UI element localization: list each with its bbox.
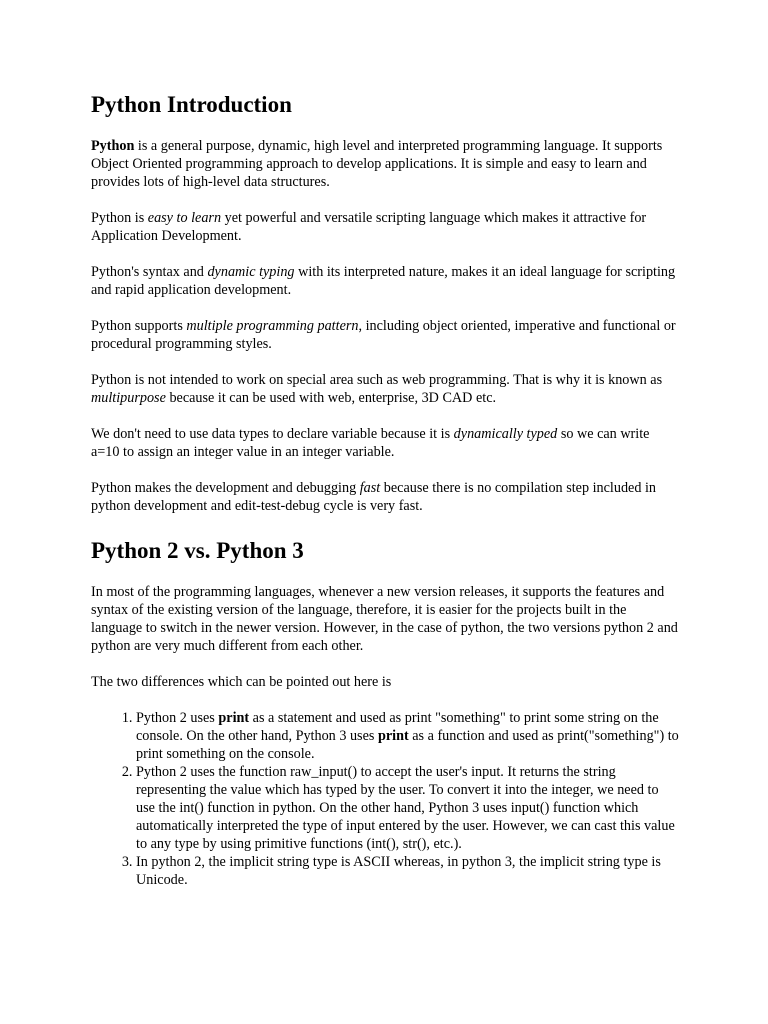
list-item: 3. In python 2, the implicit string type is ASCII whereas, in python 3, the implicit string type is Unicode. [136,853,681,889]
paragraph-intro-5 [91,371,681,407]
differences-list [91,709,681,889]
text: Python is [91,210,148,226]
text: as a function and used as print("something") to print something on the console. [136,728,679,762]
emphasis: dynamic typing [207,264,295,280]
paragraph-versions-1: In most of the programming languages, whenever a new version releases, it supports the features and syntax of the existing version of the language, therefore, it is easier for the projects built in the language to switch in the newer version. However, in the case of python, the two versions python 2 and python are very much different from each other. [91,584,678,654]
text: as a statement and used as print "something" to print some string on the console. On the other hand, Python 3 uses [136,710,659,744]
text: with its interpreted nature, makes it an ideal language for scripting and rapid application development. [91,264,676,298]
document-body [91,91,681,889]
bold-python: Python [91,138,135,154]
text: Python is not intended to work on special area such as web programming. That is why it is known as [91,372,663,388]
text: Python makes the development and debugging [91,480,360,496]
text: yet powerful and versatile scripting language which makes it attractive for Application Development. [91,210,647,244]
paragraph-intro-7 [91,479,681,515]
text: is a general purpose, dynamic, high level and interpreted programming language. It supports Object Oriented programming approach to develop applications. It is simple and easy to learn and provides lots of high-level data structures. [91,138,663,190]
emphasis: fast [359,480,381,496]
text: , including object oriented, imperative and functional or procedural programming styles. [91,318,676,352]
text: so we can write a=10 to assign an integer value in an integer variable. [91,426,650,460]
text: Python 2 uses [136,710,219,726]
paragraph-intro-4 [91,317,681,353]
text: We don't need to use data types to declare variable because it is [91,426,454,442]
emphasis: multipurpose [91,390,166,406]
text: Python's syntax and [91,264,208,280]
paragraph-intro-2 [91,209,681,245]
list-item [136,709,681,763]
text: because it can be used with web, enterprise, 3D CAD etc. [165,390,497,406]
list-item: 2. Python 2 uses the function raw_input() to accept the user's input. It returns the string representing the value which has typed by the user. To convert it into the integer, we need to use the int() function in python. On the other hand, Python 3 uses input() function which automatically interpreted the type of input entered by the user. However, we can cast this value to any type by using primitive functions (int(), str(), etc.). [136,763,681,853]
bold-print: print [218,710,250,726]
text: because there is no compilation step included in python development and edit-test-debug cycle is very fast. [91,480,657,514]
heading-python-introduction: Python Introduction [91,92,292,117]
emphasis: multiple programming pattern [186,318,359,334]
paragraph-intro-6 [91,425,681,461]
bold-print: print [377,728,409,744]
text: Python supports [91,318,187,334]
emphasis: dynamically typed [453,426,558,442]
paragraph-intro-3 [91,263,681,299]
paragraph-intro-1 [91,137,681,191]
heading-python-2-vs-3: Python 2 vs. Python 3 [91,538,304,563]
emphasis: easy to learn [147,210,222,226]
paragraph-versions-2: The two differences which can be pointed out here is [91,674,392,690]
